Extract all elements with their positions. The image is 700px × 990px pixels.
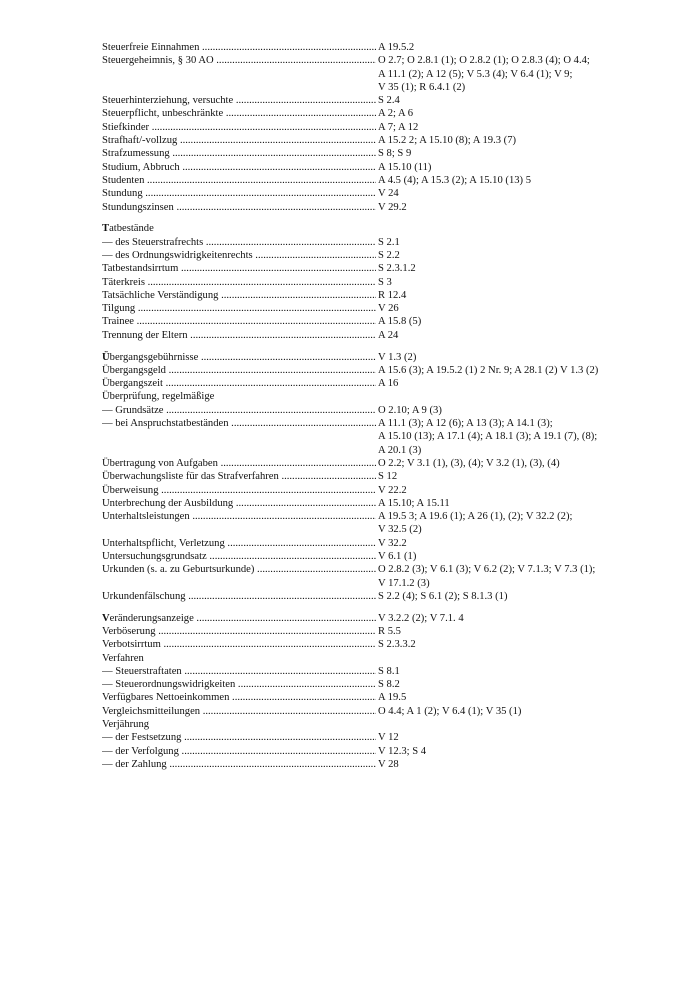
index-references: A 24	[378, 329, 399, 341]
index-term-text: Studenten	[102, 174, 145, 186]
index-entry	[102, 550, 622, 563]
index-term	[102, 550, 376, 563]
index-entry	[102, 457, 622, 470]
index-references: A 19.5.2	[378, 42, 415, 53]
index-entry	[102, 745, 622, 758]
index-entry	[102, 665, 622, 678]
index-term-text: Tilgung	[102, 303, 136, 315]
index-references: S 2.4	[378, 95, 400, 107]
index-term-text: Verjährung	[102, 719, 150, 731]
index-term	[102, 364, 376, 377]
index-entry	[102, 484, 622, 497]
index-term-text: Steuerpflicht, unbeschränkte	[102, 108, 224, 120]
index-references: A 16	[378, 378, 399, 390]
index-term-text: — der Verfolgung	[102, 745, 179, 757]
index-term-text: bergangsgebührnisse	[109, 351, 199, 363]
index-term-text: Übertragung von Aufgaben	[102, 457, 218, 469]
index-entry	[102, 107, 622, 120]
index-references: V 12.3; S 4	[378, 745, 427, 757]
index-term	[102, 537, 376, 550]
index-term-text: Urkundenfälschung	[102, 590, 186, 602]
index-entry	[102, 390, 622, 403]
index-entry	[102, 161, 622, 174]
index-letter-group	[102, 351, 622, 604]
index-term	[102, 470, 376, 483]
index-entry	[102, 625, 622, 638]
index-term	[102, 121, 376, 134]
index-entry	[102, 510, 622, 537]
index-entry	[102, 731, 622, 744]
index-term	[102, 758, 376, 771]
index-term	[102, 147, 376, 160]
index-entry	[102, 351, 622, 364]
index-references: A 4.5 (4); A 15.3 (2); A 15.10 (13) 5	[378, 174, 532, 186]
index-term-text: Verböserung	[102, 625, 156, 637]
index-term	[102, 625, 376, 638]
index-term-text: — des Steuerstrafrechts	[102, 236, 204, 248]
index-letter-group	[102, 41, 622, 214]
index-term-text: — Grundsätze	[102, 404, 164, 416]
index-term	[102, 262, 376, 275]
index-term-text: — Steuerstraftaten	[102, 665, 182, 677]
index-section-initial: T	[102, 223, 110, 235]
index-term	[102, 276, 376, 289]
index-term-text: Übergangszeit	[102, 378, 163, 390]
index-term-text: Verfahren	[102, 652, 144, 664]
index-entry	[102, 289, 622, 302]
index-term	[102, 94, 376, 107]
index-term	[102, 289, 376, 302]
index-term-text: Urkunden (s. a. zu Geburtsurkunde)	[102, 564, 258, 576]
index-entry	[102, 691, 622, 704]
index-term	[102, 678, 376, 691]
index-term-text: Verfügbares Nettoeinkommen	[102, 692, 230, 704]
index-entry	[102, 54, 622, 94]
index-references: V 29.2	[378, 201, 407, 213]
index-term-text: Stundung	[102, 188, 143, 200]
index-term	[102, 201, 376, 214]
index-entry	[102, 705, 622, 718]
index-entry	[102, 377, 622, 390]
index-term	[102, 691, 376, 704]
index-term	[102, 705, 376, 718]
index-term-text: Unterhaltspflicht, Verletzung	[102, 537, 225, 549]
index-term-text: Steuergeheimnis, § 30 AO	[102, 55, 214, 67]
index-references: S 2.3.1.2	[378, 263, 416, 275]
index-references: A 15.2 2; A 15.10 (8); A 19.3 (7)	[378, 135, 517, 147]
index-references: R 5.5	[378, 625, 401, 637]
index-entry	[102, 364, 622, 377]
index-term	[102, 510, 376, 523]
index-term-text: eränderungsanzeige	[109, 612, 194, 624]
index-references: A 2; A 6	[378, 108, 414, 120]
index-entry	[102, 222, 622, 235]
index-term	[102, 222, 378, 235]
index-entry	[102, 147, 622, 160]
index-references: A 15.8 (5)	[378, 316, 422, 328]
index-references: S 3	[378, 276, 392, 288]
index-entry	[102, 121, 622, 134]
index-term-text: — Steuerordnungswidrigkeiten	[102, 679, 236, 691]
index-entry	[102, 404, 622, 417]
index-term-text: atbestände	[109, 223, 154, 235]
index-term	[102, 745, 376, 758]
index-term	[102, 134, 376, 147]
index-term-text: — bei Anspruchstatbeständen	[102, 418, 229, 430]
index-entry	[102, 758, 622, 771]
index-references: O 2.10; A 9 (3)	[378, 404, 442, 416]
index-term-text: Steuerhinterziehung, versuchte	[102, 95, 234, 107]
index-references: A 15.6 (3); A 19.5.2 (1) 2 Nr. 9; A 28.1 (2) V 1.3 (2)	[378, 364, 599, 376]
index-term-text: Überprüfung, regelmäßige	[102, 391, 215, 403]
index-references: V 1.3 (2)	[378, 351, 417, 363]
index-entry	[102, 652, 622, 665]
index-term-text: Tatsächliche Verständigung	[102, 289, 219, 301]
index-entry	[102, 537, 622, 550]
index-entry	[102, 497, 622, 510]
index-references: V 32.2	[378, 537, 407, 549]
index-references: O 2.7; O 2.8.1 (1); O 2.8.2 (1); O 2.8.3 (4); O 4.4; A 11.1 (2); A 12 (5); V 5.3 (4); V 6.4 (1); V 9; V 35 (1); R 6.4.1 (2)	[378, 55, 590, 93]
index-term	[102, 665, 376, 678]
index-entry	[102, 470, 622, 483]
index-term-text: Steuerfreie Einnahmen	[102, 42, 200, 53]
index-references: V 22.2	[378, 484, 407, 496]
index-term-text: Studium, Abbruch	[102, 161, 180, 173]
index-entry	[102, 174, 622, 187]
index-section-initial: V	[102, 612, 110, 624]
index-term	[102, 417, 376, 430]
index-term	[102, 236, 376, 249]
index-entry	[102, 329, 622, 342]
index-term	[102, 329, 376, 342]
index-term	[102, 107, 376, 120]
index-term-text: Überweisung	[102, 484, 159, 496]
index-term	[102, 315, 376, 328]
index-term	[102, 612, 376, 625]
index-term	[102, 457, 376, 470]
index-term	[102, 351, 376, 364]
index-term-text: Strafhaft/-vollzug	[102, 135, 178, 147]
index-term-text: Untersuchungsgrundsatz	[102, 550, 207, 562]
index-section-initial: Ü	[102, 351, 110, 363]
index-entry	[102, 638, 622, 651]
index-term-text: Unterhaltsleistungen	[102, 511, 190, 523]
index-entry	[102, 201, 622, 214]
index-references: S 8; S 9	[378, 148, 412, 160]
index-references: V 28	[378, 758, 399, 770]
subject-index	[102, 41, 622, 771]
index-references: O 2.8.2 (3); V 6.1 (3); V 6.2 (2); V 7.1.3; V 7.3 (1); V 17.1.2 (3)	[378, 564, 596, 589]
index-entry	[102, 249, 622, 262]
index-entry	[102, 563, 622, 590]
index-term	[102, 404, 376, 417]
index-entry	[102, 94, 622, 107]
index-term-text: Stundungszinsen	[102, 201, 174, 213]
index-term-text: Übergangsgeld	[102, 364, 166, 376]
index-references: V 26	[378, 303, 399, 315]
index-term	[102, 249, 376, 262]
index-references: S 8.1	[378, 665, 400, 677]
index-references: O 2.2; V 3.1 (1), (3), (4); V 3.2 (1), (3), (4)	[378, 457, 560, 469]
index-term	[102, 187, 376, 200]
index-entry	[102, 315, 622, 328]
index-term	[102, 652, 378, 665]
index-term-text: Überwachungsliste für das Strafverfahren	[102, 471, 279, 483]
index-references: V 3.2.2 (2); V 7.1. 4	[378, 612, 464, 624]
index-entry	[102, 417, 622, 457]
index-entry	[102, 612, 622, 625]
index-references: O 4.4; A 1 (2); V 6.4 (1); V 35 (1)	[378, 705, 522, 717]
index-references: V 6.1 (1)	[378, 550, 417, 562]
index-term-text: — der Zahlung	[102, 758, 167, 770]
index-term	[102, 484, 376, 497]
index-entry	[102, 236, 622, 249]
index-entry	[102, 302, 622, 315]
index-term-text: Täterkreis	[102, 276, 145, 288]
index-term-text: Trainee	[102, 316, 134, 328]
index-term	[102, 302, 376, 315]
index-term	[102, 731, 376, 744]
index-references: R 12.4	[378, 289, 407, 301]
index-term-text: Strafzumessung	[102, 148, 170, 160]
index-references: S 2.2 (4); S 6.1 (2); S 8.1.3 (1)	[378, 590, 508, 602]
index-term	[102, 563, 376, 576]
index-term-text: — der Festsetzung	[102, 732, 182, 744]
index-references: S 2.3.3.2	[378, 639, 416, 651]
index-references: S 12	[378, 471, 398, 483]
index-references: S 2.1	[378, 236, 400, 248]
index-references: A 15.10 (11)	[378, 161, 432, 173]
index-term	[102, 718, 378, 731]
index-term-text: Unterbrechung der Ausbildung	[102, 497, 234, 509]
index-entry	[102, 187, 622, 200]
index-term	[102, 497, 376, 510]
index-term	[102, 390, 378, 403]
index-entry	[102, 262, 622, 275]
index-term-text: Stiefkinder	[102, 121, 150, 133]
index-term	[102, 590, 376, 603]
index-references: A 19.5 3; A 19.6 (1); A 26 (1), (2); V 32.2 (2); V 32.5 (2)	[378, 511, 573, 536]
index-entry	[102, 134, 622, 147]
index-term	[102, 54, 376, 67]
index-term-text: Trennung der Eltern	[102, 329, 188, 341]
index-term-text: Verbotsirrtum	[102, 639, 161, 651]
index-letter-group	[102, 612, 622, 772]
index-term-text: — des Ordnungswidrigkeitenrechts	[102, 249, 253, 261]
index-term	[102, 638, 376, 651]
index-entry	[102, 590, 622, 603]
index-references: A 7; A 12	[378, 121, 419, 133]
index-entry	[102, 41, 622, 54]
index-references: V 12	[378, 732, 399, 744]
index-letter-group	[102, 222, 622, 342]
index-entry	[102, 718, 622, 731]
index-term	[102, 161, 376, 174]
index-term	[102, 377, 376, 390]
index-term	[102, 41, 376, 54]
index-references: A 19.5	[378, 692, 407, 704]
index-term-text: Vergleichsmitteilungen	[102, 705, 201, 717]
index-entry	[102, 276, 622, 289]
index-references: S 8.2	[378, 679, 400, 691]
index-entry	[102, 678, 622, 691]
index-references: A 15.10; A 15.11	[378, 497, 450, 509]
index-term-text: Tatbestandsirrtum	[102, 263, 179, 275]
index-references: A 11.1 (3); A 12 (6); A 13 (3); A 14.1 (3); A 15.10 (13); A 17.1 (4); A 18.1 (3); A 19.1 (7), (8); A 20.1 (3)	[378, 418, 598, 456]
index-references: V 24	[378, 188, 399, 200]
index-term	[102, 174, 376, 187]
index-references: S 2.2	[378, 249, 400, 261]
